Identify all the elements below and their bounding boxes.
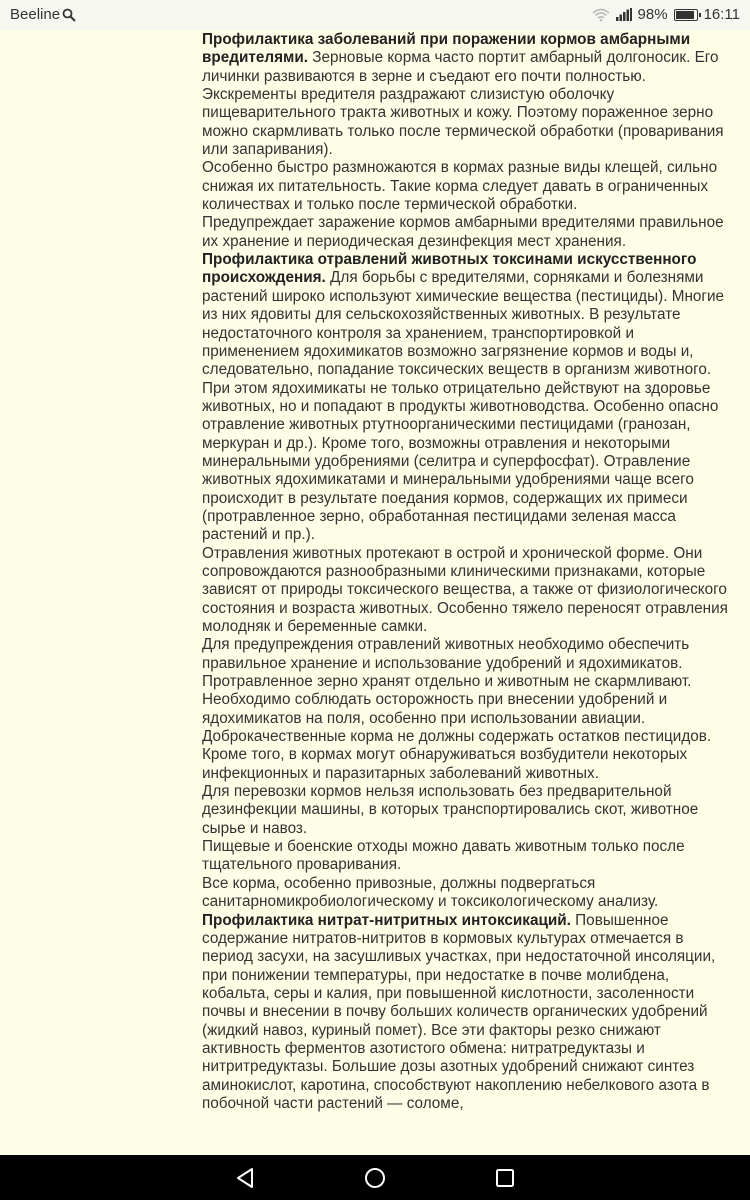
article-paragraph: [202, 251, 732, 545]
status-bar: [0, 0, 750, 30]
battery-fill: [676, 11, 695, 19]
paragraph-text: Отравления животных протекают в острой и хронической форме. Они сопровождаются разнообразными клиническими признаками, которые зависят от природы токсического вещества, а также от физиологического состояния и возраста животных. Особенно тяжело переносят отравления молодняк и беременные самки.: [202, 544, 728, 635]
article-paragraph: [202, 838, 732, 875]
paragraph-text: Пищевые и боенские отходы можно давать животным только после тщательного проваривания.: [202, 838, 685, 874]
article-paragraph: [202, 875, 732, 912]
battery-icon: [674, 9, 698, 21]
wifi-icon: [592, 8, 610, 22]
paragraph-heading: Профилактика отравлений животных токсинами искусственного происхождения.: [202, 251, 697, 287]
article-paragraph: [202, 728, 732, 783]
article-paragraph: [202, 636, 732, 728]
paragraph-text: Особенно быстро размножаются в кормах разные виды клещей, сильно снижая их питательность. Такие корма следует давать в ограниченных количествах и только после термической обработки.: [202, 159, 718, 214]
carrier-group: [10, 6, 76, 23]
search-icon: [62, 8, 76, 22]
paragraph-text: Зерновые корма часто портит амбарный долгоносик. Его личинки развиваются в зерне и съедают его почти полностью. Экскременты вредителя раздражают слизистую оболочку пищеварительного тракта животных и кожу. Поэтому пораженное зерно можно скармливать только после термической обработки (проваривания или запаривания).: [202, 49, 724, 159]
paragraph-heading: Профилактика нитрат-нитритных интоксикаций.: [202, 911, 571, 929]
recents-button[interactable]: [475, 1155, 535, 1200]
recents-icon: [495, 1168, 515, 1188]
article-paragraph: [202, 545, 732, 637]
battery-percent: 98%: [637, 6, 668, 23]
paragraph-heading: Профилактика заболеваний при поражении кормов амбарными вредителями.: [202, 31, 691, 67]
paragraph-text: Для перевозки кормов нельзя использовать без предварительной дезинфекции машины, в которых транспортировались скот, животное сырье и навоз.: [202, 783, 699, 837]
article-paragraph: [202, 159, 732, 214]
back-button[interactable]: [215, 1155, 275, 1200]
paragraph-text: Все корма, особенно привозные, должны подвергаться санитарномикробиологическому и токсикологическому анализу.: [202, 874, 659, 911]
signal-icon: [616, 8, 632, 21]
paragraph-text: Для предупреждения отравлений животных необходимо обеспечить правильное хранение и использование удобрений и ядохимикатов. Протравленное зерно хранят отдельно и животным не скармливают. Необходимо соблюдать осторожность при внесении удобрений и ядохимикатов на поля, особенно при использовании авиации.: [202, 636, 692, 727]
article-body: [202, 31, 732, 1113]
navigation-bar: [0, 1155, 750, 1200]
article-paragraph: [202, 912, 732, 1114]
article-paragraph: [202, 783, 732, 838]
paragraph-text: Доброкачественные корма не должны содержать остатков пестицидов. Кроме того, в кормах могут обнаруживаться возбудители некоторых инфекционных и паразитарных заболеваний животных.: [202, 728, 712, 782]
article-paragraph: [202, 31, 732, 159]
paragraph-text: Предупреждает заражение кормов амбарными вредителями правильное их хранение и периодическая дезинфекция мест хранения.: [202, 214, 724, 250]
home-icon: [364, 1167, 386, 1189]
home-button[interactable]: [345, 1155, 405, 1200]
article-paragraph: [202, 214, 732, 251]
status-icons: [592, 6, 740, 23]
paragraph-text: Повышенное содержание нитратов-нитритов в кормовых культурах отмечается в период засухи, на засушливых участках, при недостаточной инсоляции, при понижении температуры, при недостатке в почве молибдена, кобальта, серы и калия, при повышенной кислотности, засоленности почвы и внесении в почву больших количеств органических удобрений (жидкий навоз, куриный помет). Все эти факторы резко снижают активность ферментов азотистого обмена: нитратредуктазы и нитритредуктазы. Большие дозы азотных удобрений снижают синтез аминокислот, каротина, способствуют накоплению небелкового азота в побочной части растений — соломе,: [202, 911, 716, 1112]
clock: 16:11: [703, 6, 740, 23]
carrier-name: Beeline: [10, 6, 61, 23]
back-icon: [235, 1167, 255, 1189]
paragraph-text: Для борьбы с вредителями, сорняками и болезнями растений широко используют химические вещества (пестициды). Многие из них ядовиты для сельскохозяйственных животных. В результате недостаточного контроля за хранением, транспортировкой и применением ядохимикатов возможно загрязнение кормов и воды и, следовательно, попадание токсических веществ в организм животного. При этом ядохимикаты не только отрицательно действуют на здоровье животных, но и попадают в продукты животноводства. Особенно опасно отравление животных ртутноорганическими пестицидами (гранозан, меркуран и др.). Кроме того, возможны отравления и некоторыми минеральными удобрениями (селитра и суперфосфат). Отравление животных ядохимикатами и минеральными удобрениями чаще всего происходит в результате поедания кормов, содержащих их примеси (протравленное зерно, обработанная пестицидами зеленая масса растений и пр.).: [202, 269, 725, 544]
